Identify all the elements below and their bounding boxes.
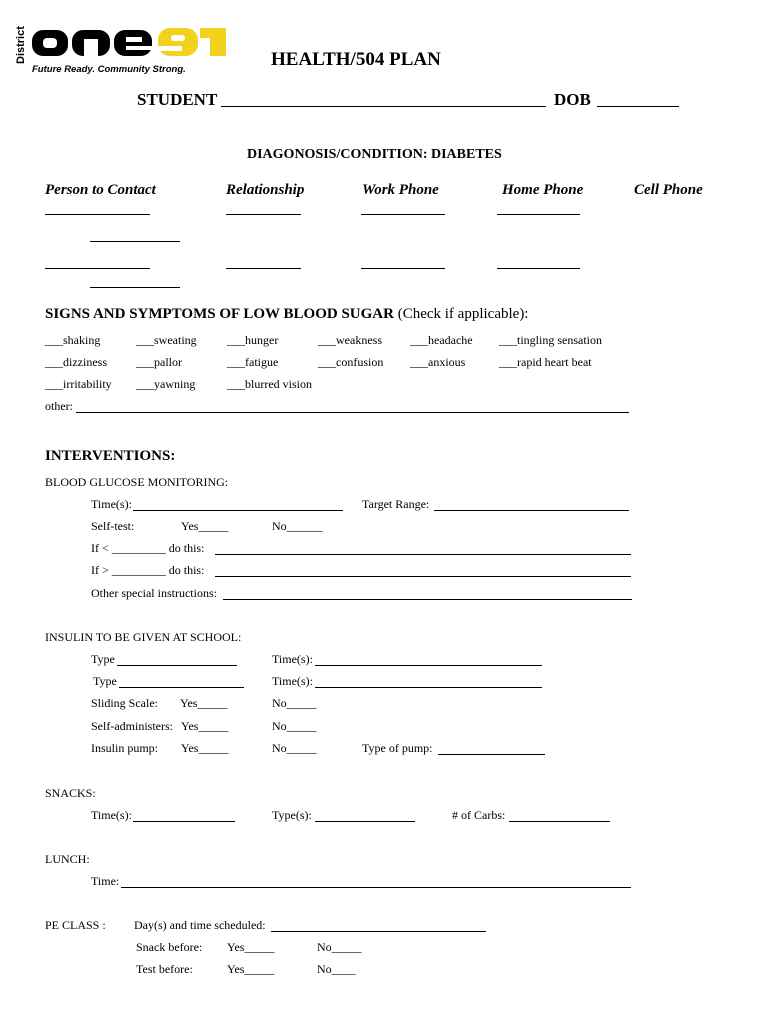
district-logo xyxy=(14,24,259,80)
student-name-field[interactable] xyxy=(221,106,546,107)
symptom-irritability[interactable]: ___irritability xyxy=(45,377,112,391)
snack-before-yes[interactable]: Yes_____ xyxy=(227,940,275,954)
symptom-dizziness[interactable]: ___dizziness xyxy=(45,355,107,369)
snack-types-field[interactable] xyxy=(315,821,415,822)
contact1-relationship-field[interactable] xyxy=(226,214,301,215)
if-greater-than-row: If > _________ do this: xyxy=(91,563,205,577)
col-cell-phone: Cell Phone xyxy=(634,182,703,198)
dob-field[interactable] xyxy=(597,106,679,107)
symptom-sweating[interactable]: ___sweating xyxy=(136,333,197,347)
interventions-heading: INTERVENTIONS: xyxy=(45,448,176,464)
contact2-cell-phone-field[interactable] xyxy=(90,287,180,288)
symptom-headache[interactable]: ___headache xyxy=(410,333,473,347)
col-relationship: Relationship xyxy=(226,182,305,198)
symptoms-heading-bold: SIGNS AND SYMPTOMS OF LOW BLOOD SUGAR xyxy=(45,306,394,322)
glucose-times-field[interactable] xyxy=(133,510,343,511)
sliding-scale-yes[interactable]: Yes_____ xyxy=(180,696,228,710)
if-less-than-row: If < _________ do this: xyxy=(91,541,205,555)
sliding-scale-label: Sliding Scale: xyxy=(91,696,158,710)
insulin-type1-field[interactable] xyxy=(117,665,237,666)
pump-type-field[interactable] xyxy=(438,754,545,755)
lunch-time-label: Time: xyxy=(91,874,120,888)
insulin-pump-label: Insulin pump: xyxy=(91,741,159,755)
insulin-times1-label: Time(s): xyxy=(272,652,313,666)
contact2-work-phone-field[interactable] xyxy=(361,268,445,269)
glucose-monitoring-heading: BLOOD GLUCOSE MONITORING: xyxy=(45,475,229,489)
symptom-yawning[interactable]: ___yawning xyxy=(136,377,196,391)
symptom-tingling[interactable]: ___tingling sensation xyxy=(499,333,602,347)
glucose-times-label: Time(s): xyxy=(91,497,132,511)
insulin-times1-field[interactable] xyxy=(315,665,542,666)
test-before-no[interactable]: No____ xyxy=(317,962,356,976)
self-administers-no[interactable]: No_____ xyxy=(272,719,317,733)
dob-label: DOB xyxy=(554,90,591,109)
contact1-cell-phone-field[interactable] xyxy=(90,241,180,242)
snack-times-field[interactable] xyxy=(133,821,235,822)
self-test-yes[interactable]: Yes_____ xyxy=(181,519,229,533)
self-test-no[interactable]: No______ xyxy=(272,519,323,533)
target-range-field[interactable] xyxy=(434,510,629,511)
snack-before-no[interactable]: No_____ xyxy=(317,940,362,954)
logo-district-text: District xyxy=(15,26,27,64)
insulin-pump-yes[interactable]: Yes_____ xyxy=(181,741,229,755)
symptom-anxious[interactable]: ___anxious xyxy=(410,355,466,369)
logo-tagline: Future Ready. Community Strong. xyxy=(32,64,186,75)
contact1-person-field[interactable] xyxy=(45,214,150,215)
symptom-fatigue[interactable]: ___fatigue xyxy=(227,355,279,369)
symptoms-heading-note: (Check if applicable): xyxy=(397,306,529,322)
contact1-work-phone-field[interactable] xyxy=(361,214,445,215)
insulin-heading: INSULIN TO BE GIVEN AT SCHOOL: xyxy=(45,630,242,644)
insulin-times2-field[interactable] xyxy=(315,687,542,688)
symptom-weakness[interactable]: ___weakness xyxy=(318,333,382,347)
symptom-blurred-vision[interactable]: ___blurred vision xyxy=(227,377,312,391)
symptom-hunger[interactable]: ___hunger xyxy=(227,333,279,347)
contact1-home-phone-field[interactable] xyxy=(497,214,580,215)
page-title: HEALTH/504 PLAN xyxy=(271,49,441,70)
snack-types-label: Type(s): xyxy=(272,808,312,822)
other-symptoms-field[interactable] xyxy=(76,412,629,413)
symptom-pallor[interactable]: ___pallor xyxy=(136,355,182,369)
sliding-scale-no[interactable]: No_____ xyxy=(272,696,317,710)
self-administers-label: Self-administers: xyxy=(91,719,173,733)
carbs-field[interactable] xyxy=(509,821,610,822)
pe-days-field[interactable] xyxy=(271,931,486,932)
pe-days-label: Day(s) and time scheduled: xyxy=(134,918,266,932)
other-instructions-field[interactable] xyxy=(223,599,632,600)
other-symptoms-label: other: xyxy=(45,399,73,413)
carbs-label: # of Carbs: xyxy=(452,808,506,822)
col-work-phone: Work Phone xyxy=(362,182,439,198)
symptoms-heading xyxy=(45,306,528,323)
lunch-heading: LUNCH: xyxy=(45,852,90,866)
snacks-heading: SNACKS: xyxy=(45,786,96,800)
insulin-type1-label: Type xyxy=(91,652,115,666)
diagnosis-text: DIAGONOSIS/CONDITION: DIABETES xyxy=(247,147,502,162)
insulin-pump-no[interactable]: No_____ xyxy=(272,741,317,755)
insulin-type2-field[interactable] xyxy=(119,687,244,688)
test-before-label: Test before: xyxy=(136,962,193,976)
self-test-label: Self-test: xyxy=(91,519,135,533)
if-greater-than-field[interactable] xyxy=(215,576,631,577)
lunch-time-field[interactable] xyxy=(121,887,631,888)
contact2-relationship-field[interactable] xyxy=(226,268,301,269)
symptom-confusion[interactable]: ___confusion xyxy=(318,355,384,369)
test-before-yes[interactable]: Yes_____ xyxy=(227,962,275,976)
if-less-than-field[interactable] xyxy=(215,554,631,555)
insulin-times2-label: Time(s): xyxy=(272,674,313,688)
snack-times-label: Time(s): xyxy=(91,808,132,822)
pe-class-heading: PE CLASS : xyxy=(45,918,106,932)
contact2-home-phone-field[interactable] xyxy=(497,268,580,269)
col-home-phone: Home Phone xyxy=(502,182,584,198)
col-person-to-contact: Person to Contact xyxy=(45,182,156,198)
symptom-rapid-heart-beat[interactable]: ___rapid heart beat xyxy=(499,355,592,369)
symptom-shaking[interactable]: ___shaking xyxy=(45,333,101,347)
insulin-type2-label: Type xyxy=(93,674,117,688)
other-instructions-label: Other special instructions: xyxy=(91,586,217,600)
contact2-person-field[interactable] xyxy=(45,268,150,269)
snack-before-label: Snack before: xyxy=(136,940,203,954)
student-label: STUDENT xyxy=(137,90,218,109)
self-administers-yes[interactable]: Yes_____ xyxy=(181,719,229,733)
target-range-label: Target Range: xyxy=(362,497,430,511)
pump-type-label: Type of pump: xyxy=(362,741,433,755)
